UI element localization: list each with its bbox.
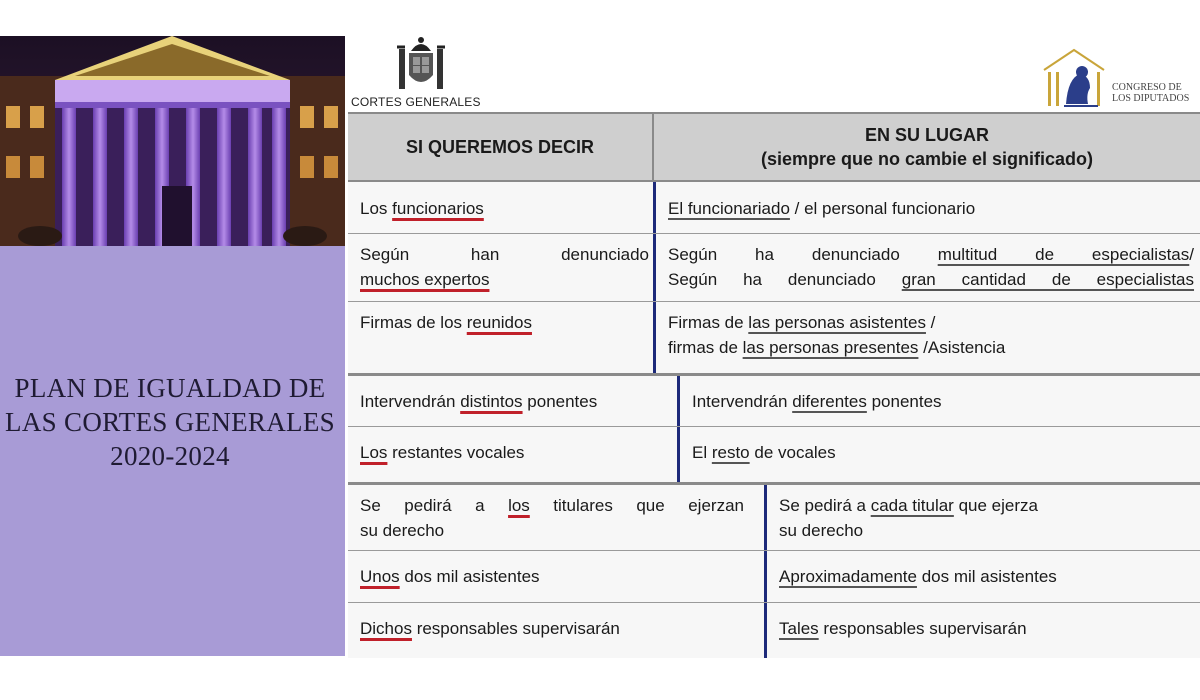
flagged-term: los bbox=[508, 496, 530, 515]
cell-line bbox=[692, 440, 1200, 465]
suggested-term: multitud de especialistas bbox=[937, 245, 1190, 264]
table-row bbox=[348, 551, 1200, 603]
cortes-generales-caption: CORTES GENERALES bbox=[351, 95, 481, 109]
cell-line bbox=[668, 267, 1194, 292]
cell-line bbox=[668, 196, 1200, 221]
cell-line bbox=[668, 242, 1194, 267]
flagged-term: funcionarios bbox=[392, 199, 484, 218]
suggested-term: El funcionariado bbox=[668, 199, 790, 218]
text: Se pedirá a bbox=[360, 496, 509, 515]
suggested-term: las personas asistentes bbox=[748, 313, 926, 332]
cell-line bbox=[360, 616, 764, 641]
cortes-generales-logo bbox=[349, 37, 489, 111]
text: su derecho bbox=[779, 521, 864, 540]
cell-line bbox=[360, 196, 653, 221]
suggested-term: diferentes bbox=[792, 392, 867, 411]
cell-line bbox=[692, 389, 1200, 414]
text: ponentes bbox=[522, 392, 598, 411]
row-alternative bbox=[680, 376, 1200, 414]
flagged-term: muchos expertos bbox=[360, 270, 490, 289]
cell-line bbox=[668, 335, 1200, 360]
text: responsables supervisarán bbox=[411, 619, 620, 638]
cell-line bbox=[360, 310, 653, 335]
cell-line bbox=[779, 564, 1200, 589]
plan-cover bbox=[0, 36, 345, 656]
plan-title-line: LAS CORTES GENERALES bbox=[5, 407, 335, 437]
cell-line bbox=[360, 440, 677, 465]
row-original bbox=[348, 551, 764, 589]
plan-title bbox=[0, 371, 345, 473]
suggested-term: cada titular bbox=[870, 496, 954, 515]
table-header bbox=[348, 112, 1200, 182]
text: Según ha denunciado bbox=[668, 270, 902, 289]
header-col-alternative-note: (siempre que no cambie el significado) bbox=[760, 149, 1094, 169]
congreso-caption bbox=[1112, 82, 1189, 104]
text: que ejerza bbox=[953, 496, 1038, 515]
cell-line bbox=[360, 242, 649, 267]
text: Intervendrán bbox=[360, 392, 461, 411]
suggested-term: Aproximadamente bbox=[779, 567, 917, 586]
row-alternative bbox=[680, 427, 1200, 465]
row-original bbox=[348, 376, 677, 414]
suggested-term: Tales bbox=[779, 619, 819, 638]
text: dos mil asistentes bbox=[399, 567, 540, 586]
text: dos mil asistentes bbox=[916, 567, 1057, 586]
table-row bbox=[348, 376, 1200, 427]
cell-line bbox=[360, 518, 744, 543]
cell-line bbox=[668, 310, 1200, 335]
text: / bbox=[925, 313, 936, 332]
cell-line bbox=[360, 564, 764, 589]
cell-line bbox=[360, 389, 677, 414]
cell-line bbox=[360, 493, 744, 518]
row-original bbox=[348, 427, 677, 465]
table-row bbox=[348, 182, 1200, 234]
text: responsables supervisarán bbox=[818, 619, 1027, 638]
congreso-lion-icon bbox=[1040, 44, 1112, 114]
text: su derecho bbox=[360, 521, 445, 540]
text: firmas de bbox=[668, 338, 743, 357]
congreso-logo bbox=[1040, 44, 1200, 114]
flagged-term: distintos bbox=[460, 392, 523, 411]
suggested-term: resto bbox=[711, 443, 750, 462]
cell-line bbox=[779, 518, 1200, 543]
flagged-term: reunidos bbox=[466, 313, 532, 332]
text: Según ha denunciado bbox=[668, 245, 938, 264]
text: El bbox=[692, 443, 712, 462]
row-original bbox=[348, 302, 653, 335]
table-row bbox=[348, 603, 1200, 658]
cell-line bbox=[360, 267, 649, 292]
row-alternative bbox=[656, 302, 1200, 360]
coat-of-arms-icon bbox=[393, 37, 449, 95]
text: titulares que ejerzan bbox=[529, 496, 744, 515]
table-row bbox=[348, 302, 1200, 373]
cell-line bbox=[779, 493, 1200, 518]
text: Se pedirá a bbox=[779, 496, 871, 515]
cell-line bbox=[779, 616, 1200, 641]
row-alternative bbox=[767, 551, 1200, 589]
plan-title-years: 2020-2024 bbox=[110, 441, 230, 471]
row-alternative bbox=[656, 234, 1200, 292]
row-original bbox=[348, 234, 653, 292]
congreso-caption-line: LOS DIPUTADOS bbox=[1112, 93, 1190, 104]
inclusive-language-table bbox=[348, 112, 1200, 658]
flagged-term: Unos bbox=[360, 567, 400, 586]
text: ponentes bbox=[866, 392, 942, 411]
row-alternative bbox=[767, 485, 1200, 543]
suggested-term: gran cantidad de especialistas bbox=[901, 270, 1195, 289]
plan-title-line: PLAN DE IGUALDAD DE bbox=[14, 373, 326, 403]
header-col-original: SI QUEREMOS DECIR bbox=[348, 114, 654, 180]
text: /Asistencia bbox=[918, 338, 1006, 357]
text: Intervendrán bbox=[692, 392, 793, 411]
text: Firmas de los bbox=[360, 313, 467, 332]
congreso-caption-line: CONGRESO DE bbox=[1112, 82, 1182, 93]
row-alternative bbox=[656, 182, 1200, 221]
text: Firmas de bbox=[668, 313, 749, 332]
congress-building-photo bbox=[0, 36, 345, 246]
text: Según han denunciado bbox=[360, 245, 649, 264]
table-row bbox=[348, 427, 1200, 482]
row-original bbox=[348, 603, 764, 641]
text: de vocales bbox=[749, 443, 836, 462]
table-row bbox=[348, 234, 1200, 302]
header-col-alternative bbox=[654, 114, 1200, 180]
row-original bbox=[348, 182, 653, 221]
header-col-alternative-title: EN SU LUGAR bbox=[864, 125, 989, 145]
row-original bbox=[348, 485, 764, 543]
text: Los bbox=[360, 199, 393, 218]
text: restantes vocales bbox=[387, 443, 525, 462]
text: / bbox=[1189, 245, 1194, 264]
flagged-term: Los bbox=[360, 443, 388, 462]
text: / el personal funcionario bbox=[789, 199, 976, 218]
suggested-term: las personas presentes bbox=[742, 338, 919, 357]
table-row bbox=[348, 485, 1200, 551]
flagged-term: Dichos bbox=[360, 619, 412, 638]
row-alternative bbox=[767, 603, 1200, 641]
